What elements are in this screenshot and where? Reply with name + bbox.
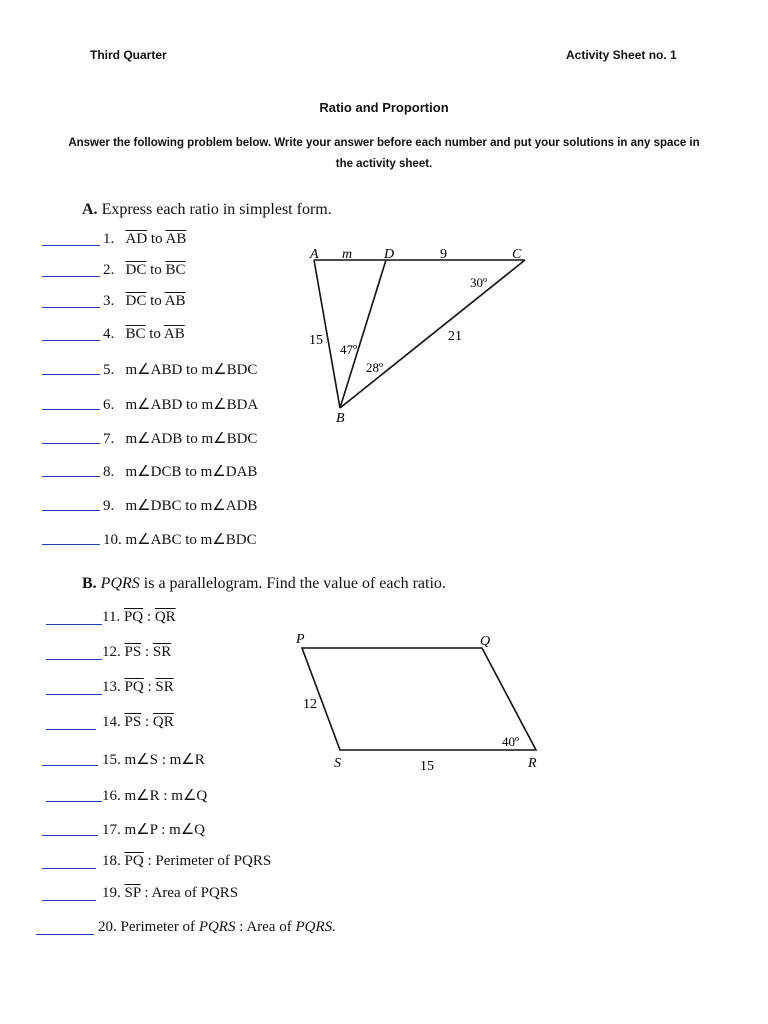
question-12: 12. $\overline{PS}$ : $\overline{SR}$ bbox=[102, 644, 172, 660]
section-a-heading bbox=[82, 201, 332, 219]
section-b-label: B. bbox=[82, 575, 97, 592]
answer-blank-17[interactable] bbox=[42, 835, 98, 836]
vertex-d-label: D bbox=[384, 247, 395, 262]
question-3: 3. $\overline{DC}$ to $\overline{AB}$ bbox=[103, 293, 186, 309]
question-19: 19. $\overline{SP}$ : Area of PQRS bbox=[102, 885, 239, 901]
angle-c-label: 30º bbox=[470, 275, 488, 290]
section-b-heading bbox=[82, 575, 446, 593]
answer-blank-8[interactable] bbox=[42, 476, 100, 477]
answer-blank-13[interactable] bbox=[46, 694, 102, 695]
parallelogram-figure bbox=[290, 628, 550, 778]
instructions: Answer the following problem below. Write your answer before each number and put your solutions in any space in the activity sheet. bbox=[68, 137, 700, 170]
segment-ab-label: 15 bbox=[309, 333, 323, 348]
answer-blank-4[interactable] bbox=[42, 340, 100, 341]
question-16: 16. m∠R : m∠Q bbox=[102, 788, 208, 804]
answer-blank-2[interactable] bbox=[42, 276, 100, 277]
question-2: 2. $\overline{DC}$ to $\overline{BC}$ bbox=[103, 262, 186, 278]
answer-blank-15[interactable] bbox=[42, 765, 98, 766]
answer-blank-7[interactable] bbox=[42, 443, 100, 444]
segment-ps-label: 12 bbox=[303, 697, 317, 712]
question-14: 14. $\overline{PS}$ : $\overline{QR}$ bbox=[102, 714, 174, 730]
answer-blank-16[interactable] bbox=[46, 801, 102, 802]
question-4: 4. $\overline{BC}$ to $\overline{AB}$ bbox=[103, 326, 185, 342]
segment-sr-label: 15 bbox=[420, 759, 434, 774]
question-6: 6. m∠ABD to m∠BDA bbox=[103, 397, 259, 413]
question-18: 18. $\overline{PQ}$ : Perimeter of PQRS bbox=[102, 853, 272, 869]
question-17: 17. m∠P : m∠Q bbox=[102, 822, 206, 838]
vertex-r-label: R bbox=[528, 756, 537, 771]
angle-abd-label: 47º bbox=[340, 342, 358, 357]
answer-blank-12[interactable] bbox=[46, 659, 102, 660]
vertex-s-label: S bbox=[334, 756, 341, 771]
question-11: 11. $\overline{PQ}$ : $\overline{QR}$ bbox=[102, 609, 176, 625]
answer-blank-9[interactable] bbox=[42, 510, 100, 511]
section-a-text: Express each ratio in simplest form. bbox=[101, 201, 332, 218]
answer-blank-3[interactable] bbox=[42, 307, 100, 308]
question-13: 13. $\overline{PQ}$ : $\overline{SR}$ bbox=[102, 679, 174, 695]
segment-bc-label: 21 bbox=[448, 329, 462, 344]
question-20: 20. Perimeter of PQRS : Area of PQRS. bbox=[98, 919, 336, 935]
angle-r-label: 40º bbox=[502, 734, 520, 749]
question-1: 1. $\overline{AD}$ to $\overline{AB}$ bbox=[103, 231, 187, 247]
answer-blank-6[interactable] bbox=[42, 409, 100, 410]
header-right: Activity Sheet no. 1 bbox=[566, 48, 677, 62]
triangle-figure bbox=[300, 242, 530, 427]
vertex-q-label: Q bbox=[480, 634, 491, 649]
segment-dc-label: 9 bbox=[440, 247, 447, 262]
answer-blank-19[interactable] bbox=[42, 900, 96, 901]
question-15: 15. m∠S : m∠R bbox=[102, 752, 205, 768]
section-b-text: is a parallelogram. Find the value of each ratio. bbox=[139, 575, 446, 592]
vertex-c-label: C bbox=[512, 247, 522, 262]
vertex-a-label: A bbox=[310, 247, 319, 262]
header-left: Third Quarter bbox=[90, 48, 167, 62]
vertex-p-label: P bbox=[296, 632, 305, 647]
answer-blank-11[interactable] bbox=[46, 624, 102, 625]
answer-blank-14[interactable] bbox=[46, 729, 96, 730]
question-8: 8. m∠DCB to m∠DAB bbox=[103, 464, 258, 480]
question-9: 9. m∠DBC to m∠ADB bbox=[103, 498, 258, 514]
section-a-label: A. bbox=[82, 201, 98, 218]
question-7: 7. m∠ADB to m∠BDC bbox=[103, 431, 258, 447]
section-b-name: PQRS bbox=[100, 575, 140, 592]
question-5: 5. m∠ABD to m∠BDC bbox=[103, 362, 258, 378]
page-title: Ratio and Proportion bbox=[319, 100, 449, 115]
answer-blank-5[interactable] bbox=[42, 374, 100, 375]
answer-blank-18[interactable] bbox=[42, 868, 96, 869]
answer-blank-10[interactable] bbox=[42, 544, 100, 545]
answer-blank-1[interactable] bbox=[42, 245, 100, 246]
segment-m-label: m bbox=[342, 247, 353, 262]
vertex-b-label: B bbox=[336, 411, 345, 426]
question-10: 10. m∠ABC to m∠BDC bbox=[103, 532, 257, 548]
answer-blank-20[interactable] bbox=[36, 934, 94, 935]
angle-dbc-label: 28º bbox=[366, 360, 384, 375]
